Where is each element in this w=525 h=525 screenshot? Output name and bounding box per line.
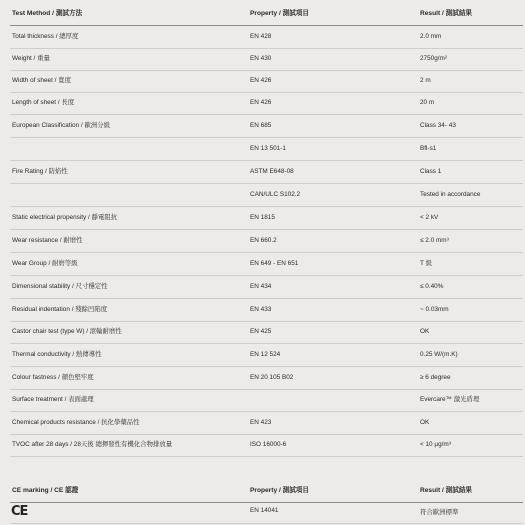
header-ce-property: Property / 測試項目 [250, 487, 309, 494]
row-method: Fire Rating / 防焰性 [12, 168, 68, 175]
row-result: Tested in accordance [420, 191, 481, 198]
row-property: EN 660.2 [250, 237, 277, 244]
row-result: Class 34- 43 [420, 122, 456, 129]
row-property: ISO 16000-6 [250, 441, 287, 448]
row-result: < 2 kV [420, 214, 439, 221]
table-row [10, 138, 523, 161]
row-result: Bfl-s1 [420, 145, 437, 152]
header-property: Property / 測試項目 [250, 10, 309, 17]
header-ce-marking: CE marking / CE 認證 [12, 487, 79, 494]
table-row [10, 92, 523, 115]
row-result: 0.25 W/(m.K) [420, 351, 458, 358]
row-result: 2.0 mm [420, 33, 442, 40]
row-property: EN 13 501-1 [250, 145, 286, 152]
header-test-method: Test Method / 測試方法 [12, 10, 83, 17]
row-result: Evercare™ 激光盾理 [420, 396, 480, 403]
row-method: Chemical products resistance / 抗化學藥品性 [12, 419, 140, 426]
table-row [10, 321, 523, 344]
row-method: Residual indentation / 殘餘凹陷度 [12, 306, 108, 313]
table-row [10, 115, 523, 138]
ce-mark-logo: CE [11, 504, 28, 519]
row-method: Thermal conductivity / 熱傳導性 [12, 351, 102, 358]
table-row [10, 276, 523, 299]
header-result: Result / 測試結果 [420, 10, 473, 17]
row-method: Surface treatment / 表面處理 [12, 396, 94, 403]
row-method: Castor chair test (type W) / 滾輪耐磨性 [12, 328, 122, 335]
row-result: OK [420, 328, 430, 335]
row-result: T 級 [420, 260, 432, 267]
row-property: EN 12 524 [250, 351, 281, 358]
header-ce-result: Result / 測試結果 [420, 487, 473, 494]
row-property: EN 685 [250, 122, 272, 129]
row-property: EN 1815 [250, 214, 275, 221]
row-result: ≥ 6 degree [420, 374, 451, 381]
table-row [10, 48, 523, 71]
row-property: EN 434 [250, 283, 272, 290]
row-method: Static electrical propensity / 靜電阻抗 [12, 214, 118, 221]
main-table-header [10, 3, 523, 26]
row-method: Length of sheet / 長度 [12, 99, 75, 106]
ce-property: EN 14041 [250, 507, 279, 514]
table-row [10, 434, 523, 457]
row-property: EN 430 [250, 55, 272, 62]
row-result: < 10 µg/m³ [420, 441, 451, 448]
row-result: ~ 0.03mm [420, 306, 449, 313]
row-method: Total thickness / 總厚度 [12, 33, 79, 40]
ce-result: 符合歐洲標準 [420, 509, 459, 516]
row-property: EN 425 [250, 328, 272, 335]
row-property: ASTM E648-08 [250, 168, 294, 175]
row-method: Dimensional stability / 尺寸穩定性 [12, 283, 108, 290]
table-row [10, 161, 523, 184]
row-property: EN 426 [250, 99, 272, 106]
table-row [10, 412, 523, 435]
row-property: EN 20 105 B02 [250, 374, 294, 381]
row-method: Width of sheet / 寬度 [12, 77, 71, 84]
row-method: Wear resistance / 耐磨性 [12, 237, 83, 244]
table-row [10, 26, 523, 49]
row-property: EN 433 [250, 306, 272, 313]
row-result: Class 1 [420, 168, 442, 175]
row-property: CAN/ULC S102.2 [250, 191, 301, 198]
table-row [10, 253, 523, 276]
row-result: 2750g/m² [420, 55, 447, 62]
ce-table-header [10, 480, 523, 503]
table-row [10, 389, 523, 412]
table-row [10, 299, 523, 322]
table-row [10, 344, 523, 367]
row-property: EN 428 [250, 33, 272, 40]
table-row [10, 70, 523, 93]
row-property: EN 423 [250, 419, 272, 426]
row-result: ≤ 0.40% [420, 283, 444, 290]
row-method: TVOC after 28 days / 28天後 總揮發性有機化合物排放量 [12, 441, 173, 448]
row-result: 20 m [420, 99, 435, 106]
row-property: EN 426 [250, 77, 272, 84]
row-method: Colour fastness / 顏色堅牢度 [12, 374, 94, 381]
table-row [10, 367, 523, 390]
row-method: European Classification / 歐洲分級 [12, 122, 111, 129]
row-method: Weight / 重量 [12, 55, 50, 62]
row-method: Wear Group / 耐磨等級 [12, 260, 78, 267]
bottom-divider [10, 523, 523, 524]
row-property: EN 649 - EN 651 [250, 260, 299, 267]
table-row [10, 207, 523, 230]
row-result: OK [420, 419, 430, 426]
table-row [10, 184, 523, 207]
row-result: 2 m [420, 77, 431, 84]
row-result: ≤ 2.0 mm³ [420, 237, 449, 244]
table-row [10, 230, 523, 253]
